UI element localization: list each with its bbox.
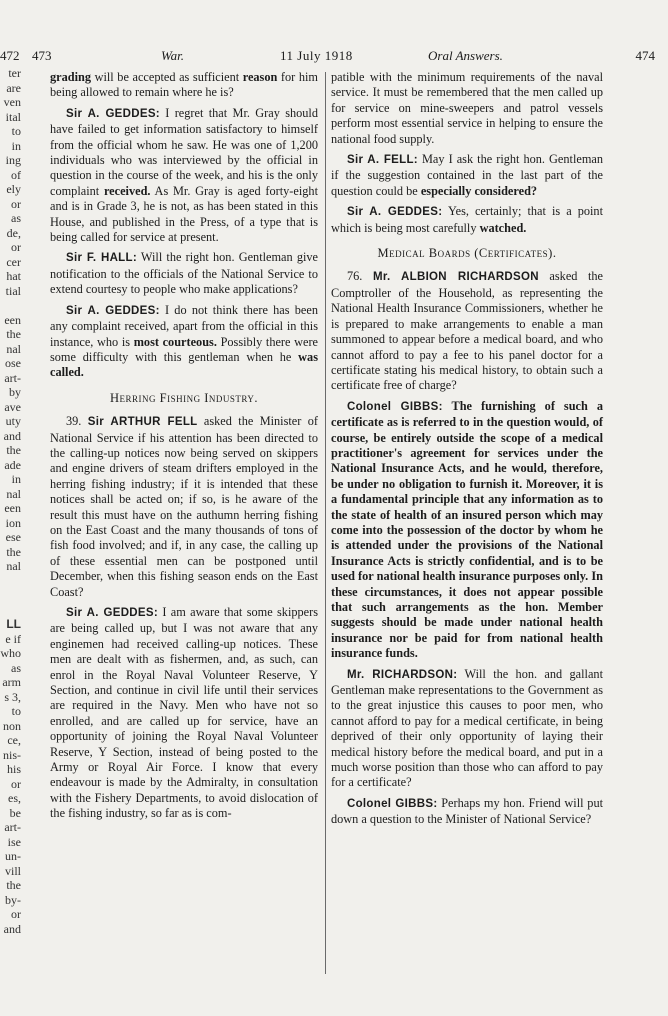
section-heading: Medical Boards (Certificates). [377, 246, 557, 261]
margin-fragment: as [11, 660, 21, 675]
margin-fragment: vill [4, 863, 21, 878]
answer-paragraph: Sir A. GEDDES: Yes, certainly; that is a point which is being most carefully watched. [331, 204, 603, 235]
margin-fragment: hat [6, 269, 21, 283]
previous-page-number: 472 [0, 48, 20, 63]
margin-fragment: to [11, 704, 21, 718]
margin-fragment: or [11, 907, 21, 921]
margin-fragment: e if [5, 631, 21, 646]
answer-paragraph: Sir A. GEDDES: I am aware that some skippers are being called up, but I was not aware that any enginemen had received calling-up notices. These men are dealt with as fishermen, and, as such, can enrol in the Royal Naval Volunteer Reserve, Y Section, and continue in civil life until their services are required in the Navy. Men who have not so enrolled, and are called up for service, have an opportunity of joining the Royal Naval Volunteer Reserve, Y Section, instead of being posted to the Army or Royal Air Force. I know that every endeavour is made by the Admiralty, in consultation with the Fishery Departments, to avoid dislocation of the fishing industry, so far as is com- [50, 605, 319, 821]
margin-fragment: cer [6, 254, 21, 269]
speaker-name: Sir ARTHUR FELL [87, 416, 198, 429]
speaker-name: Colonel GIBBS: [347, 400, 443, 413]
speaker-name: Sir A. FELL: [347, 154, 418, 167]
margin-fragment: of [11, 167, 21, 182]
margin-fragment: arm [2, 675, 21, 689]
margin-fragment: ven [3, 95, 21, 109]
right-column [331, 70, 603, 833]
speaker-name: Sir F. HALL: [66, 252, 137, 265]
margin-fragment: ese [5, 530, 21, 544]
margin-fragment [0, 574, 21, 589]
margin-fragment: to [11, 124, 21, 138]
margin-fragment: by- [5, 892, 21, 907]
speaker-name: Colonel GIBBS: [347, 797, 438, 810]
margin-fragment: es, [8, 791, 21, 805]
margin-fragment: or [11, 776, 21, 791]
margin-fragment: his [6, 762, 21, 776]
margin-fragment [0, 588, 21, 603]
margin-fragment [0, 298, 21, 313]
margin-fragment: ter [8, 66, 21, 80]
answer-paragraph: Sir A. GEDDES: I do not think there has been any complaint received, apart from the official in this instance, who is most courteous. Possibly there were some difficulty with this gentleman when he was called. [50, 302, 319, 380]
speaker-name: Sir A. GEDDES: [66, 304, 160, 317]
answer-paragraph: Colonel GIBBS: Perhaps my hon. Friend will put down a question to the Minister of National Service? [331, 795, 604, 827]
margin-fragment: and [3, 428, 21, 443]
margin-fragment: as [11, 211, 21, 225]
left-column [50, 70, 318, 827]
column-divider [325, 72, 326, 974]
right-running-title: Oral Answers. [428, 48, 503, 63]
margin-fragment: or [11, 240, 21, 254]
margin-fragment: ital [5, 109, 21, 124]
margin-fragment: the [6, 327, 21, 341]
right-page-number: 474 [635, 48, 655, 63]
question-paragraph: Sir A. FELL: May I ask the right hon. Gentleman if the suggestion contained in the last part of the question could be especially considered? [331, 152, 604, 198]
speaker-name: Mr. ALBION RICHARDSON [372, 271, 539, 284]
margin-fragment: the [6, 544, 21, 559]
margin-fragment: in [11, 138, 21, 153]
answer-paragraph: Sir A. GEDDES: I regret that Mr. Gray should have failed to get information satisfactory to himself from the official whom he saw. He was one of 1,200 individuals who was interviewed by the official in question in the course of the week, and his is the only complaint received. As Mr. Gray is aged forty-eight and is in Grade 3, he is not, as has been stated in this House, and published in the Press, of a type that is being called for service at present. [50, 105, 318, 245]
margin-fragment: by [9, 385, 21, 399]
margin-fragment: non [3, 718, 21, 733]
speaker-name: Mr. RICHARDSON: [347, 668, 458, 681]
margin-fragment: or [11, 196, 21, 211]
question-continuation: grading will be accepted as sufficient reason for him being allowed to remain where he is? [50, 70, 318, 100]
margin-fragment: een [4, 501, 21, 515]
margin-fragment: be [9, 805, 21, 820]
answer-continuation: patible with the minimum requirements of the naval service. It must be remembered that the men called up for service on mine-sweepers and patrol vessels perform most essential service in helping to ensure the national food supply. [331, 70, 603, 146]
margin-fragment [0, 603, 21, 618]
question-paragraph: Mr. RICHARDSON: Will the hon. and gallant Gentleman make representations to the Government as to the great injustice this causes to poor men, who cannot afford to pay for a medical certificate, in being deprived of their only opportunity of laying their medical history before the medical board, and put in a much worse position than those who can afford to pay for a certificate? [331, 666, 603, 790]
margin-fragment: nal [6, 559, 21, 573]
margin-fragment: art- [4, 370, 21, 385]
question-number: 39. [66, 414, 82, 429]
margin-fragment: s 3, [4, 689, 21, 704]
left-page-number: 473 [32, 48, 52, 63]
margin-fragment: de, [6, 225, 21, 240]
margin-fragment: and [3, 921, 21, 936]
margin-fragment: ely [6, 182, 21, 196]
header-date: 11 July 1918 [280, 48, 353, 63]
margin-fragment: tial [5, 283, 21, 298]
margin-fragment: nal [6, 341, 21, 356]
margin-fragment: nal [6, 486, 21, 501]
margin-fragment: een [4, 312, 21, 327]
speaker-name: Sir A. GEDDES: [66, 607, 158, 619]
margin-fragment: art- [4, 820, 21, 834]
margin-fragment: ion [5, 515, 21, 530]
section-heading: Herring Fishing Industry. [109, 390, 259, 405]
margin-fragment: nis- [3, 747, 21, 762]
margin-fragment: un- [5, 849, 21, 863]
speaker-name: Sir A. GEDDES: [347, 206, 443, 219]
margin-fragment: the [6, 443, 21, 457]
margin-fragment: who [0, 646, 21, 660]
question-paragraph: Sir F. HALL: Will the right hon. Gentleman give notification to the officials of the National Service to extend courtesy to people who make applications? [50, 250, 318, 297]
left-running-title: War. [161, 48, 185, 63]
margin-fragment: are [6, 80, 21, 95]
margin-fragment: ise [7, 834, 21, 849]
margin-fragment: ose [5, 356, 21, 370]
answer-paragraph: Colonel GIBBS: The furnishing of such a certificate as is referred to in the question would, of course, be entirely outside the scope of a medical practitioner's agreement for services under the National Insurance Acts, and he would, therefore, be under no obligation to furnish it. Moreover, it is a fundamental principle that any information as to the state of health of an insured person which may come into the possession of the doctor by whom he is attended under the provisions of the National Insurance Acts is strictly confidential, and is to be used for national health insurance purposes only. In these circumstances, it does not appear possible that such arrangements as the hon. Member suggests should be made under national health insurance nor be paid for from national health insurance funds. [331, 398, 603, 661]
margin-fragment: in [11, 472, 21, 486]
speaker-name: Sir A. GEDDES: [66, 107, 160, 120]
page-header [30, 48, 655, 68]
question-paragraph: 76. Mr. ALBION RICHARDSON asked the Comptroller of the Household, as representing the National Health Insurance Commissioners, whether he is prepared to make arrangements to enable a man summoned to appear before a medical board, and who cannot afford to pay a fee to his panel doctor for a certificate stating his medical history, to obtain such a certificate free of charge? [331, 269, 604, 393]
adjacent-page-margin [0, 44, 21, 1016]
question-number: 76. [347, 269, 363, 284]
margin-fragment: ce, [7, 733, 21, 747]
margin-fragment: the [6, 878, 21, 892]
margin-fragment: ade [4, 457, 21, 472]
question-paragraph: 39. Sir ARTHUR FELL asked the Minister of National Service if his attention has been directed to the calling-up notices now being served on skippers and engine drivers of steam drifters employed in the herring fishing industry; if it is intended that these notices shall be acted on; if so, is he aware of the result this must have on the authumn herring fishing on the East Coast and the many thousands of tons of fish food involved; and if, in any case, the calling up of these essential men can be postponed until December, when this fishing season ends on the East Coast? [50, 414, 318, 599]
margin-fragment: LL [6, 617, 21, 631]
margin-fragment: ave [4, 399, 21, 414]
margin-fragment: uty [5, 414, 21, 428]
margin-fragment: ing [5, 153, 21, 167]
